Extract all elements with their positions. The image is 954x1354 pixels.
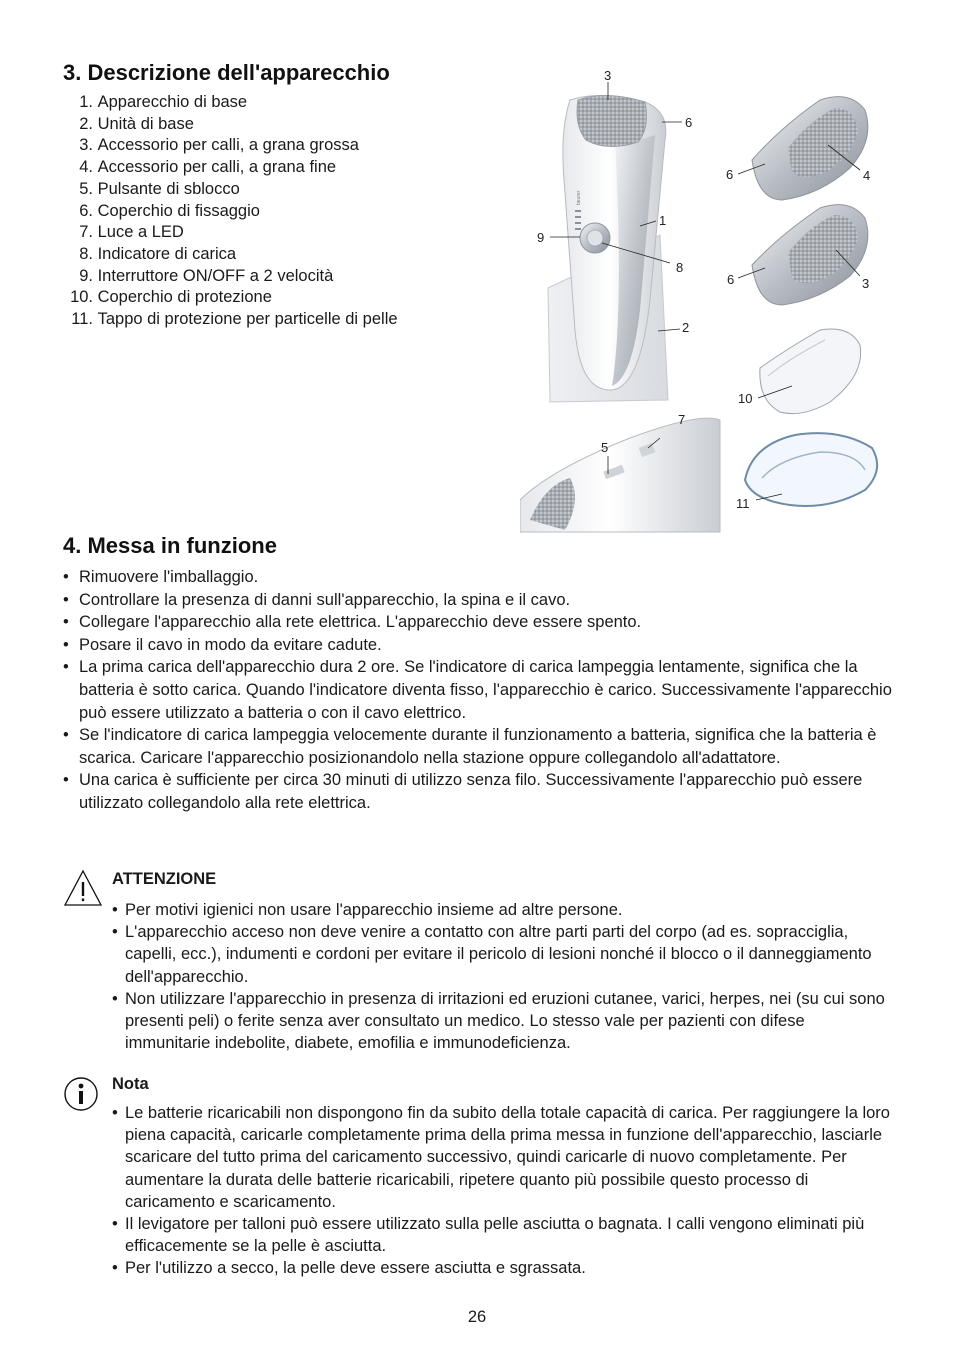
list-item: • Non utilizzare l'apparecchio in presenza di irritazioni ed eruzioni cutanee, varici, herpes, nei (su cui sono presenti peli) o ferite senza aver consultato un medico. Lo stesso vale per pazienti con difese immunitarie indebolite, diabete, emofilia e immunodeficienza. bbox=[112, 988, 892, 1055]
callout-6: 6 bbox=[726, 167, 734, 182]
item-number: 3. bbox=[79, 136, 93, 155]
list-item: • Per motivi igienici non usare l'apparecchio insieme ad altre persone. bbox=[112, 899, 892, 921]
list-item: • Posare il cavo in modo da evitare cadute. bbox=[63, 634, 893, 657]
list-item bbox=[63, 244, 503, 266]
item-number: 6. bbox=[79, 201, 93, 220]
item-number: 9. bbox=[79, 266, 93, 285]
item-label: Coperchio di protezione bbox=[97, 288, 272, 307]
callout-6: 6 bbox=[727, 272, 735, 287]
list-item bbox=[63, 309, 503, 331]
item-number: 11. bbox=[71, 310, 93, 329]
closeup-detail bbox=[520, 418, 720, 532]
item-label: Accessorio per calli, a grana grossa bbox=[97, 136, 359, 155]
page-number: 26 bbox=[467, 1308, 487, 1326]
item-number: 8. bbox=[79, 244, 93, 263]
callout-4: 4 bbox=[863, 168, 871, 183]
list-item: • Controllare la presenza di danni sull'apparecchio, la spina e il cavo. bbox=[63, 589, 893, 612]
warning-triangle-icon bbox=[63, 868, 103, 908]
brand-mark: beurer bbox=[576, 190, 582, 205]
callout-11: 11 bbox=[736, 496, 750, 511]
item-label: Coperchio di fissaggio bbox=[97, 201, 260, 220]
list-item: • Una carica è sufficiente per circa 30 minuti di utilizzo senza filo. Successivamente l'apparecchio può essere utilizzato collegandolo alla rete elettrica. bbox=[63, 769, 893, 814]
warning-title: ATTENZIONE bbox=[112, 870, 217, 888]
list-item: • Le batterie ricaricabili non dispongono fin da subito della totale capacità di carica. Per raggiungere la loro piena capacità, caricarle completamente prima della prima messa in funzione dell'apparecchio, lasciarle scaricare del tutto prima del caricamento successivo, quindi caricarle di nuovo completamente. Per aumentare la durata delle batterie ricaricabili, ripetere quanto più possibile questo processo di caricamento e scaricamento. bbox=[112, 1102, 892, 1213]
parts-list bbox=[63, 92, 503, 331]
callout-5: 5 bbox=[601, 440, 609, 455]
item-label: Apparecchio di base bbox=[97, 93, 248, 111]
skin-particle-cap bbox=[745, 433, 877, 506]
product-illustration bbox=[520, 60, 900, 535]
list-item bbox=[63, 287, 503, 309]
item-label: Tappo di protezione per particelle di pelle bbox=[97, 310, 398, 329]
list-item bbox=[63, 157, 503, 179]
setup-bullets bbox=[63, 566, 893, 815]
list-item: • Collegare l'apparecchio alla rete elettrica. L'apparecchio deve essere spento. bbox=[63, 611, 893, 634]
item-number: 7. bbox=[79, 223, 93, 242]
section-3-title: 3. Descrizione dell'apparecchio bbox=[63, 60, 390, 85]
list-item bbox=[63, 92, 503, 114]
callout-1: 1 bbox=[659, 213, 667, 228]
callout-8: 8 bbox=[676, 260, 684, 275]
section-4-title: 4. Messa in funzione bbox=[63, 533, 277, 558]
callout-9: 9 bbox=[537, 230, 545, 245]
list-item: • Se l'indicatore di carica lampeggia velocemente durante il funzionamento a batteria, significa che la batteria è scarica. Caricare l'apparecchio posizionandolo nella stazione oppure collegandolo all'adattatore. bbox=[63, 724, 893, 769]
list-item bbox=[63, 222, 503, 244]
list-item: • L'apparecchio acceso non deve venire a contatto con altre parti parti del corpo (ad es. sopracciglia, capelli, ecc.), indumenti e cordoni per evitare il pericolo di lesioni nonché il blocco o il danneggiamento dell'apparecchio. bbox=[112, 921, 892, 988]
callout-7: 7 bbox=[678, 412, 686, 427]
list-item bbox=[63, 114, 503, 136]
protective-cover bbox=[760, 329, 861, 414]
list-item: • La prima carica dell'apparecchio dura 2 ore. Se l'indicatore di carica lampeggia lentamente, significa che la batteria è sotto carica. Quando l'indicatore diventa fisso, l'apparecchio è carico. Successivamente l'apparecchio può essere utilizzato a batteria o con il cavo elettrico. bbox=[63, 656, 893, 724]
callout-3: 3 bbox=[862, 276, 870, 291]
item-number: 1. bbox=[79, 93, 93, 111]
callout-3: 3 bbox=[604, 68, 612, 83]
warning-bullets bbox=[112, 899, 892, 1054]
list-item: • Il levigatore per talloni può essere utilizzato sulla pelle asciutta o bagnata. I calli vengono eliminati più efficacemente se la pelle è asciutta. bbox=[112, 1213, 892, 1257]
item-label: Luce a LED bbox=[97, 223, 184, 242]
list-item: • Rimuovere l'imballaggio. bbox=[63, 566, 893, 589]
note-bullets bbox=[112, 1102, 892, 1280]
item-label: Unità di base bbox=[97, 114, 194, 133]
item-label: Accessorio per calli, a grana fine bbox=[97, 158, 337, 177]
callout-10: 10 bbox=[738, 391, 753, 406]
item-label: Pulsante di sblocco bbox=[97, 179, 240, 198]
item-number: 2. bbox=[79, 114, 93, 133]
accessory-fine-grain bbox=[752, 97, 871, 200]
item-label: Indicatore di carica bbox=[97, 244, 237, 263]
accessory-coarse-grain bbox=[752, 205, 868, 305]
list-item bbox=[63, 266, 503, 288]
list-item bbox=[63, 201, 503, 223]
note-title: Nota bbox=[112, 1075, 149, 1093]
callout-6: 6 bbox=[685, 115, 693, 130]
info-icon bbox=[63, 1076, 99, 1112]
callout-2: 2 bbox=[682, 320, 690, 335]
list-item: • Per l'utilizzo a secco, la pelle deve essere asciutta e sgrassata. bbox=[112, 1257, 892, 1279]
item-number: 4. bbox=[79, 158, 93, 177]
item-number: 5. bbox=[79, 179, 93, 198]
list-item bbox=[63, 179, 503, 201]
list-item bbox=[63, 135, 503, 157]
item-label: Interruttore ON/OFF a 2 velocità bbox=[97, 266, 334, 285]
item-number: 10. bbox=[70, 288, 93, 307]
